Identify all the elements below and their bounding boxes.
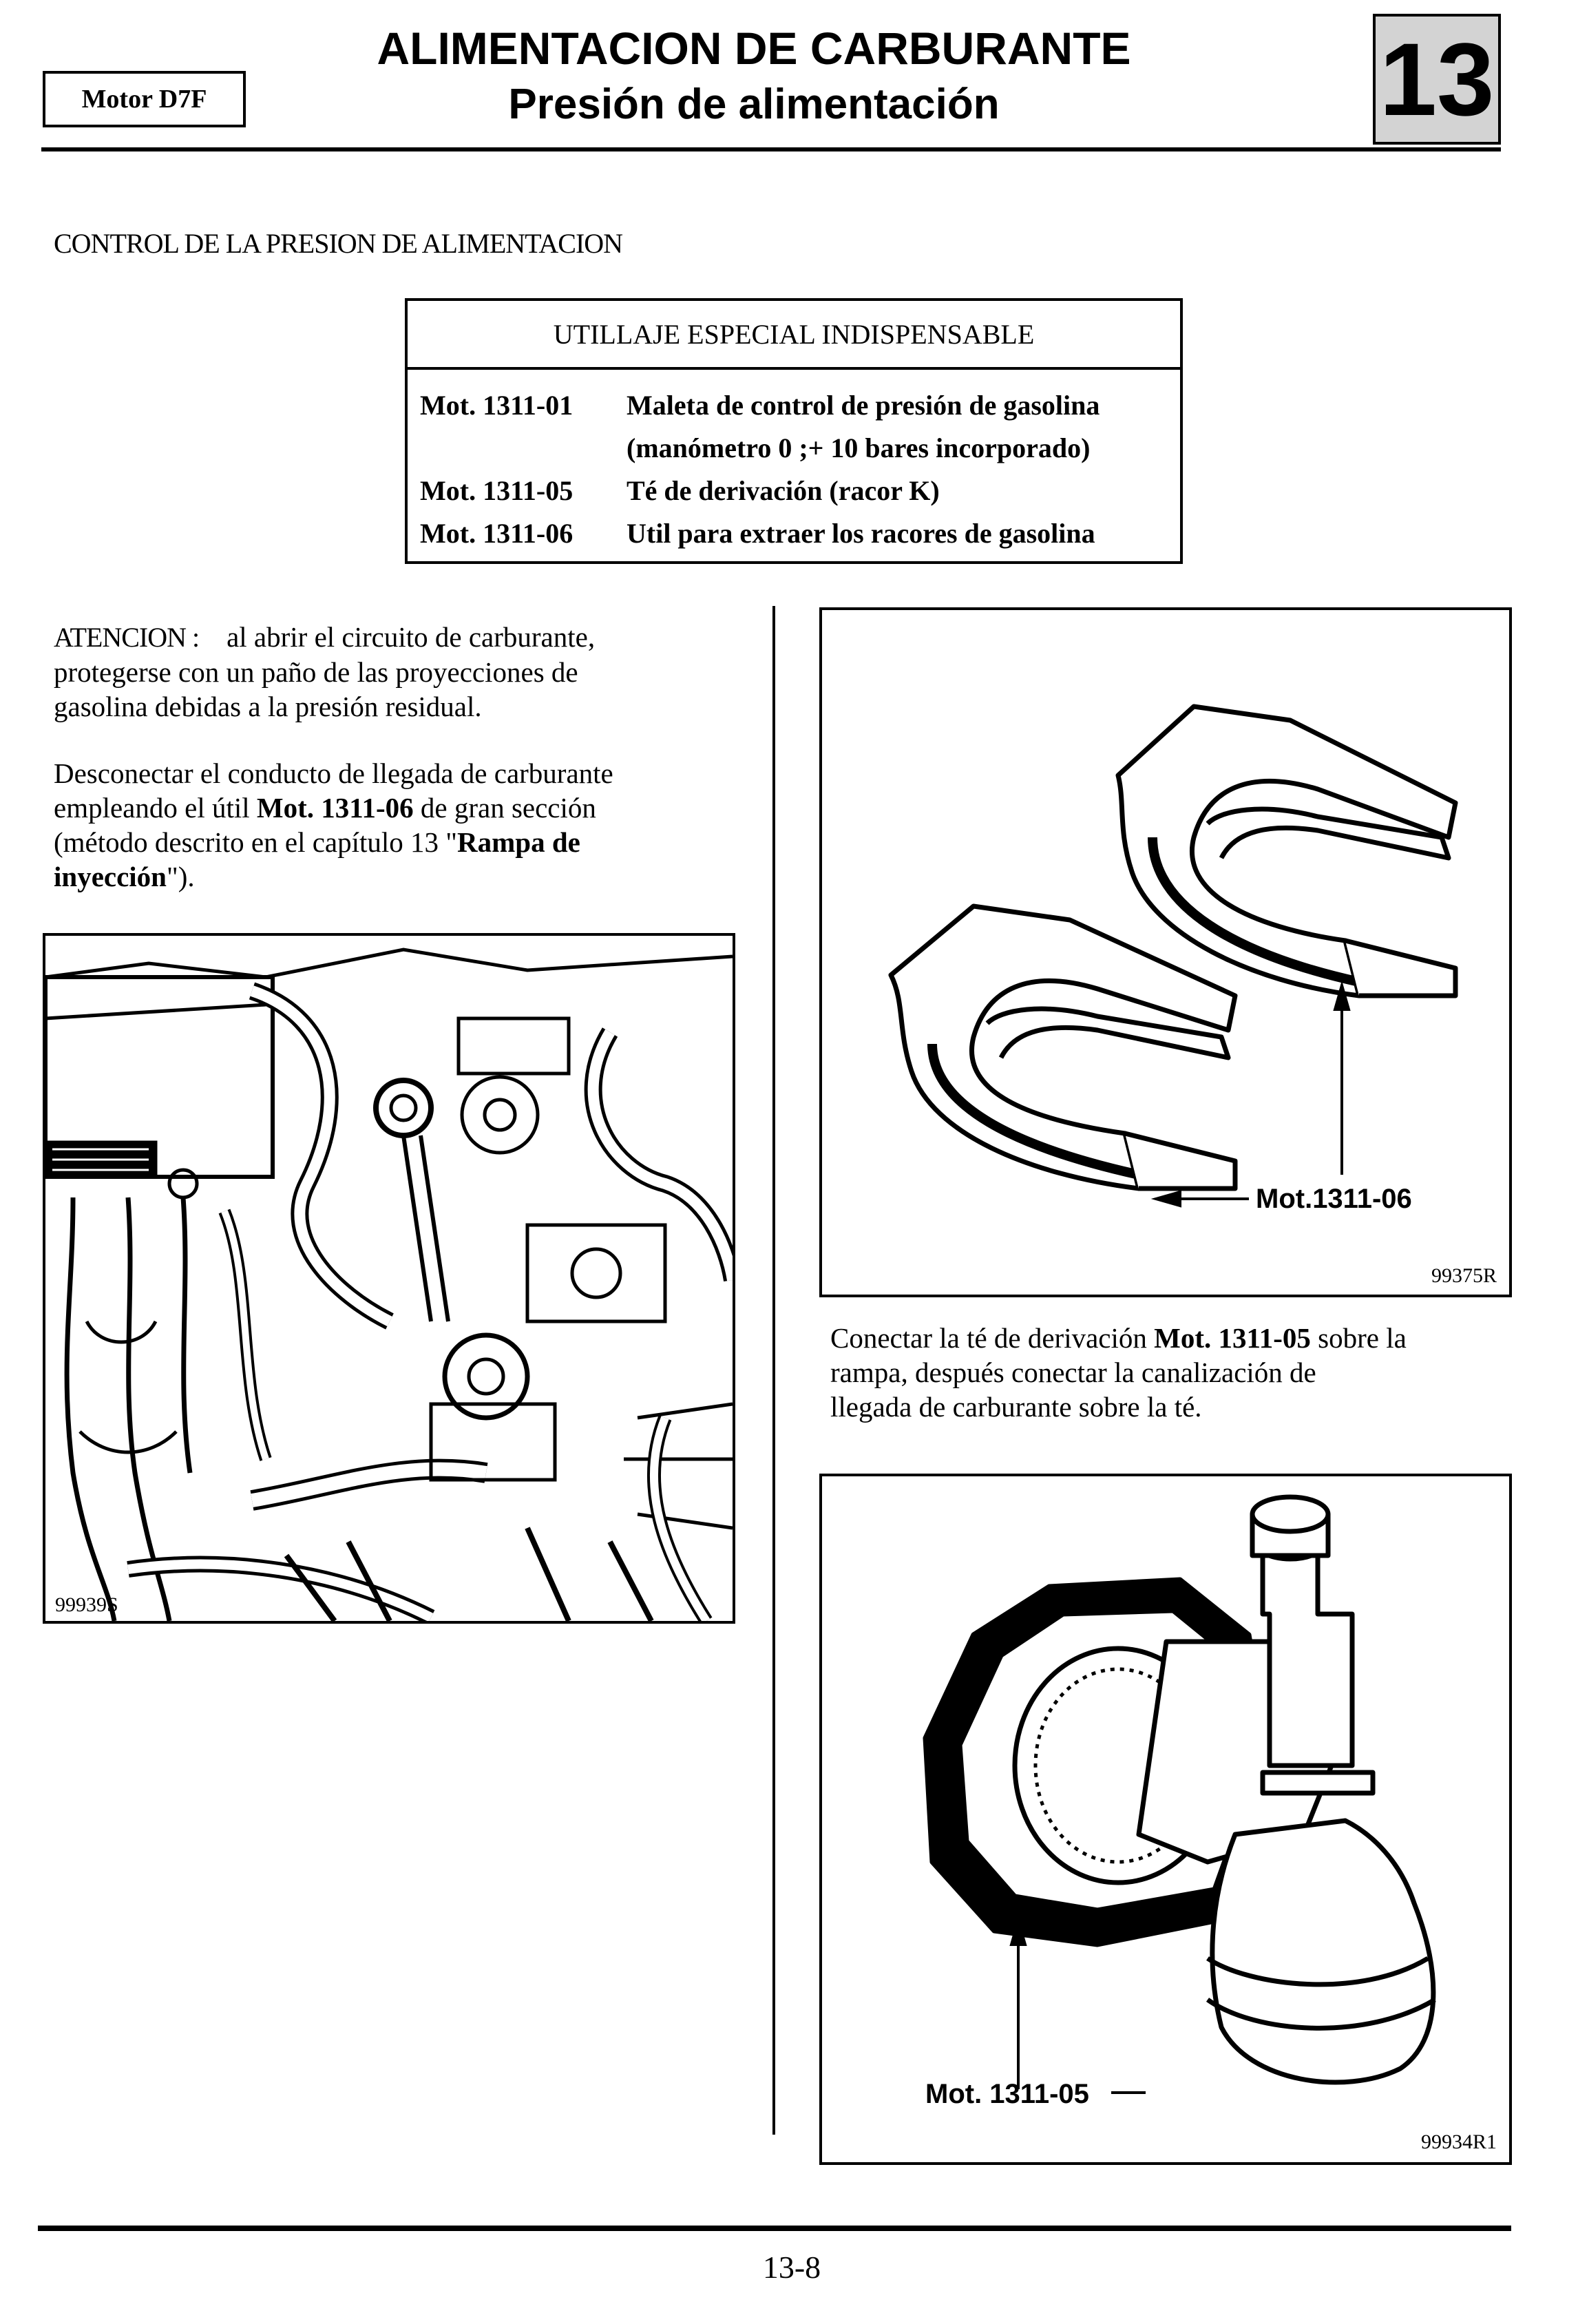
tool-code: Mot. 1311-06 <box>420 518 574 549</box>
tool-description-cont: (manómetro 0 ;+ 10 bares incorporado) <box>627 432 1091 463</box>
warning-text: gasolina debidas a la presión residual. <box>54 691 482 722</box>
connect-text: sobre la <box>1310 1322 1407 1354</box>
figure-reference: 99934R1 <box>1420 2131 1497 2153</box>
connect-text: Conectar la té de derivación <box>830 1322 1155 1354</box>
disconnect-text: empleando el útil <box>54 792 257 824</box>
tool-description: Maleta de control de presión de gasolina <box>627 390 1100 421</box>
chapter-reference: inyección <box>54 861 167 892</box>
tee-fitting-illustration <box>822 1476 1509 2162</box>
tool-callout-label: Mot. 1311-05 <box>925 2079 1089 2109</box>
connect-text: llegada de carburante sobre la té. <box>830 1391 1202 1423</box>
disconnect-text: de gran sección <box>413 792 596 824</box>
warning-text: protegerse con un paño de las proyecciones de <box>54 656 578 688</box>
tool-code: Mot. 1311-05 <box>420 475 574 506</box>
tool-reference: Mot. 1311-06 <box>256 792 414 824</box>
connect-paragraph <box>830 1321 1519 1424</box>
tool-code: Mot. 1311-01 <box>420 390 574 421</box>
motor-label-box <box>43 71 246 127</box>
figure-reference: 99939S <box>55 1593 118 1616</box>
engine-bay-illustration <box>45 936 733 1621</box>
tool-description: Util para extraer los racores de gasolina <box>627 518 1095 549</box>
tee-fitting-figure <box>819 1474 1512 2165</box>
page-subtitle: Presión de alimentación <box>508 81 1000 128</box>
page-number: 13-8 <box>762 2250 821 2285</box>
disconnect-text: (método descrito en el capítulo 13 " <box>54 826 458 858</box>
tool-description: Té de derivación (racor K) <box>627 475 940 506</box>
disconnect-text: Desconectar el conducto de llegada de carburante <box>54 757 613 789</box>
page-title: ALIMENTACION DE CARBURANTE <box>377 23 1131 74</box>
extractor-tool-illustration <box>822 610 1509 1295</box>
chapter-number-box <box>1373 14 1501 145</box>
warning-paragraph <box>54 620 742 724</box>
footer-rule <box>38 2226 1511 2231</box>
warning-text: al abrir el circuito de carburante, <box>227 621 596 653</box>
tools-table-heading: UTILLAJE ESPECIAL INDISPENSABLE <box>408 301 1180 370</box>
tool-reference: Mot. 1311-05 <box>1154 1322 1311 1354</box>
warning-label: ATENCION : <box>54 622 200 653</box>
column-divider <box>772 606 775 2135</box>
engine-bay-figure <box>43 933 735 1624</box>
disconnect-paragraph <box>54 756 756 894</box>
extractor-tool-figure <box>819 607 1512 1297</box>
special-tools-table <box>405 298 1183 564</box>
motor-label: Motor D7F <box>81 85 207 114</box>
section-title: CONTROL DE LA PRESION DE ALIMENTACION <box>54 228 623 259</box>
chapter-reference: Rampa de <box>457 826 580 858</box>
disconnect-text: "). <box>166 861 195 892</box>
figure-reference: 99375R <box>1431 1264 1497 1287</box>
tool-callout-label: Mot.1311-06 <box>1256 1184 1412 1214</box>
header-rule <box>41 147 1501 151</box>
chapter-number: 13 <box>1379 21 1495 137</box>
connect-text: rampa, después conectar la canalización de <box>830 1357 1316 1388</box>
